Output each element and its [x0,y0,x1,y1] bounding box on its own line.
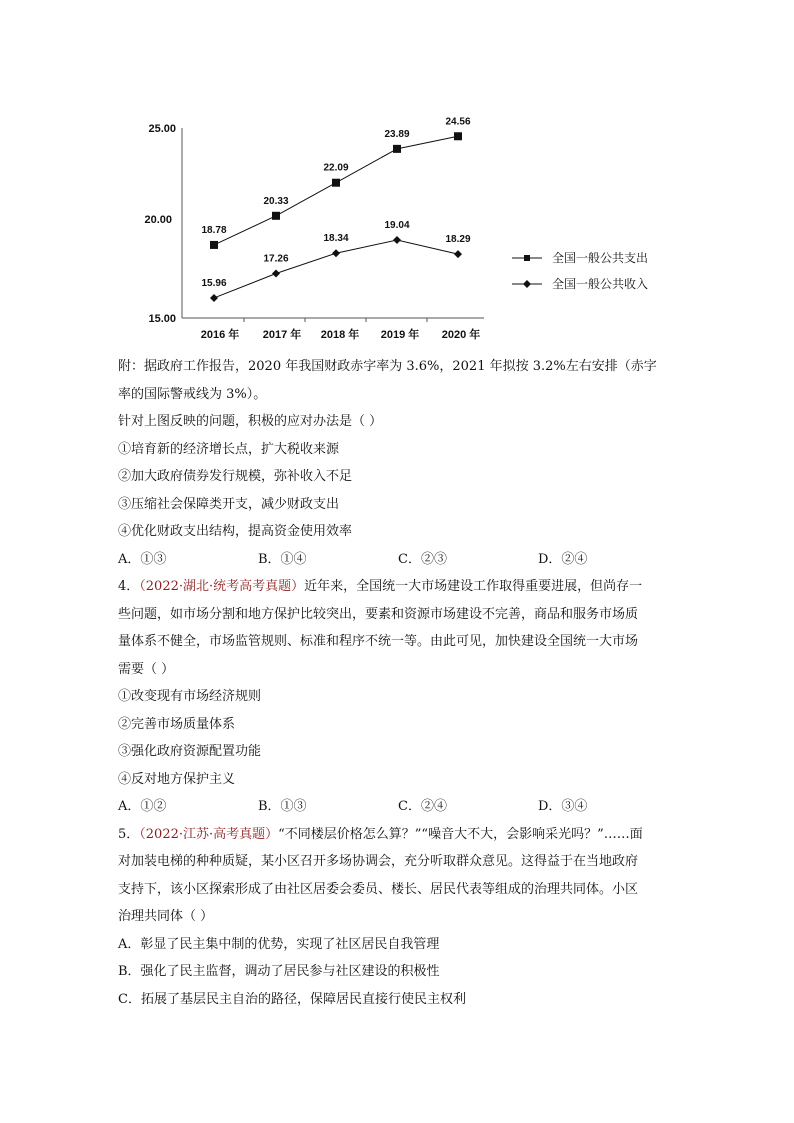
y-tick-label: 25.00 [148,123,176,135]
legend-diamond-marker [523,280,531,288]
q4-option-d[interactable]: D．③④ [538,799,588,814]
q5-option-c[interactable]: C．拓展了基层民主自治的路径，保障居民直接行使民主权利 [118,991,466,1007]
diamond-marker [332,249,340,257]
q5-text: “不同楼层价格怎么算？”“噪音大不大，会影响采光吗？”……面 [278,826,643,842]
q4-option-c[interactable]: C．②④ [398,799,447,814]
data-label: 20.33 [263,195,289,207]
q5-source-tag: （2022·江苏·高考真题） [139,826,279,842]
q3-note: 率的国际警戒线为 3%）。 [118,386,267,402]
data-label: 18.29 [445,234,471,246]
series-line [214,136,458,245]
y-tick-label: 15.00 [148,313,176,325]
q4-option-a[interactable]: A．①② [118,799,167,814]
q5-text: 对加装电梯的种种质疑，某小区召开多场协调会，充分听取群众意见。这得益于在当地政府 [118,854,639,869]
diamond-marker [454,250,462,258]
q4-item: ④反对地方保护主义 [118,771,236,787]
square-marker [393,145,401,153]
q4-options [118,793,678,821]
q4-text: 近年来，全国统一大市场建设工作取得重要进展，但尚存一 [304,579,643,594]
q3-option-a[interactable]: A．①③ [118,551,167,567]
q4-text: 些问题，如市场分割和地方保护比较突出，要素和资源市场建设不完善，商品和服务市场质 [118,606,639,622]
x-tick-label: 2018 年 [320,329,360,341]
q3-option-b[interactable]: B．①④ [258,551,307,567]
q5-option-a[interactable]: A．彰显了民主集中制的优势，实现了社区居民自我管理 [118,936,440,952]
q4-option-b[interactable]: B．①③ [258,799,307,814]
data-label: 15.96 [201,277,227,289]
q3-item: ②加大政府债券发行规模，弥补收入不足 [118,469,353,484]
q3-options [118,546,678,574]
legend-label-revenue: 全国一般公共收入 [552,277,649,291]
data-label: 24.56 [445,116,471,128]
square-marker [210,241,218,249]
q3-option-c[interactable]: C．②③ [398,551,447,567]
square-marker [332,179,340,187]
x-tick-label: 2020 年 [441,329,481,341]
diamond-marker [272,270,280,278]
legend [512,250,648,291]
q4-text: 量体系不健全，市场监管规则、标准和程序不统一等。由此可见，加快建设全国统一大市场 [118,634,639,649]
q5-first-line [118,821,678,849]
fiscal-line-chart [0,0,794,360]
q4-first-line [118,573,678,601]
x-tick-label: 2016 年 [200,329,240,341]
data-label: 22.09 [323,162,349,174]
q3-item: ③压缩社会保障类开支，减少财政支出 [118,496,340,512]
q3-stem: 针对上图反映的问题，积极的应对办法是（ ） [118,414,383,429]
data-label: 19.04 [384,220,410,232]
q4-item: ③强化政府资源配置功能 [118,744,262,759]
legend-square-marker [524,255,530,261]
data-label: 18.78 [201,224,227,236]
x-tick-label: 2019 年 [380,329,420,341]
q5-text: 支持下，该小区探索形成了由社区居委会委员、楼长、居民代表等组成的治理共同体。小区 [118,881,639,897]
x-tick-label: 2017 年 [262,329,302,341]
q3-item: ④优化财政支出结构，提高资金使用效率 [118,524,353,539]
q4-item: ①改变现有市场经济规则 [118,689,262,704]
data-label: 23.89 [384,128,410,140]
q3-item: ①培育新的经济增长点，扩大税收来源 [118,441,340,457]
series-line [214,240,458,298]
y-tick-label: 20.00 [144,214,172,226]
data-label: 18.34 [323,233,349,245]
legend-label-expenditure: 全国一般公共支出 [552,251,649,265]
diamond-marker [210,294,218,302]
q3-option-d[interactable]: D．②④ [538,551,588,567]
q5-number: 5． [118,826,140,842]
q4-text: 需要（ ） [118,661,175,677]
square-marker [272,212,280,220]
q4-item: ②完善市场质量体系 [118,716,236,732]
q4-number: 4． [118,579,140,594]
q5-text: 治理共同体（ ） [118,909,214,924]
question-3-block [118,353,678,1013]
series-expenditure [201,116,470,249]
q3-note: 附：据政府工作报告，2020 年我国财政赤字率为 3.6%，2021 年拟按 3.2%左右安排（赤字 [118,359,657,374]
q5-option-b[interactable]: B．强化了民主监督，调动了居民参与社区建设的积极性 [118,964,440,979]
square-marker [454,132,462,140]
x-axis [182,318,484,341]
q4-source-tag: （2022·湖北·统考高考真题） [139,579,305,594]
data-label: 17.26 [263,253,289,265]
diamond-marker [393,236,401,244]
y-axis [144,123,182,325]
